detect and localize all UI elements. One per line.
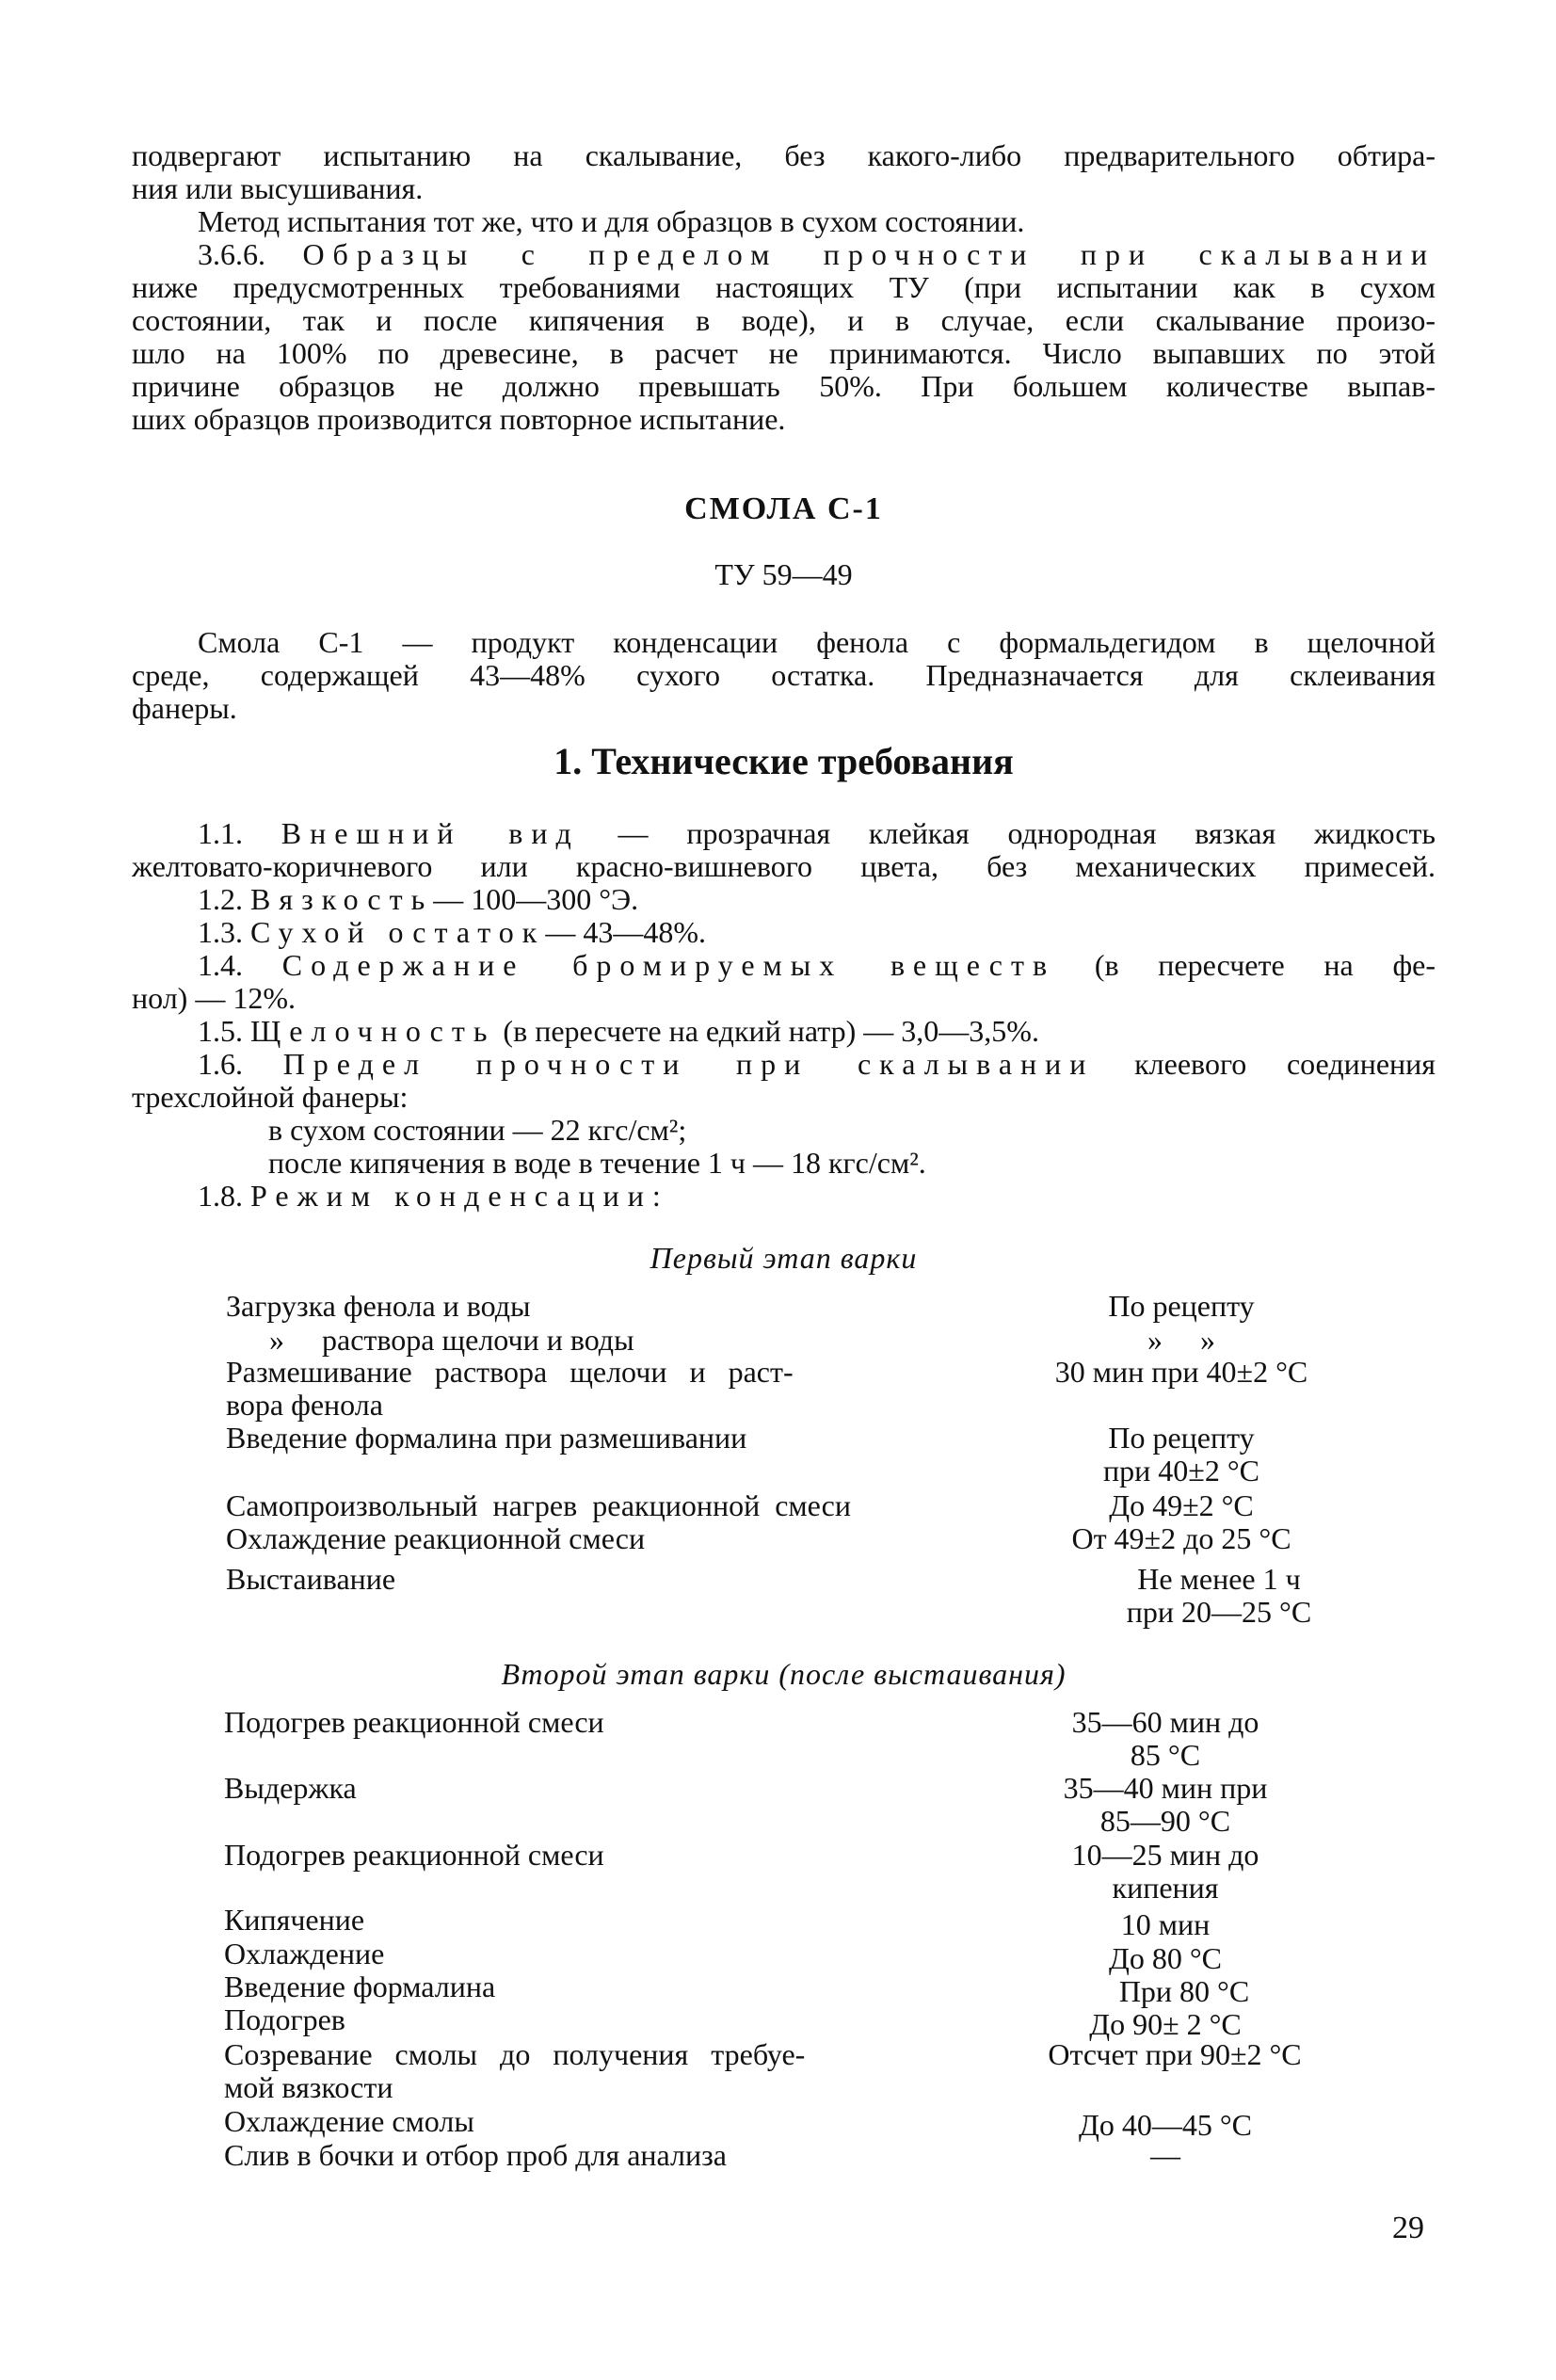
stage2-title: Второй этап варки (после выстаивания) — [501, 1657, 1067, 1691]
requirement-subline: после кипячения в воде в течение 1 ч — 18 кгс/см². — [268, 1146, 926, 1180]
requirement-item — [132, 949, 1436, 982]
intro-paragraph: Метод испытания тот же, что и для образцов в сухом состоянии. — [198, 204, 1025, 238]
page-title: СМОЛА С-1 — [684, 491, 883, 526]
row-value-continued: 85 °С — [1130, 1738, 1201, 1772]
row-value: Отсчет при 90±2 °С — [1048, 2037, 1302, 2071]
row-value-continued: при 40±2 °С — [1103, 1454, 1259, 1488]
row-label: Созревание смолы до получения требуе- — [224, 2037, 806, 2071]
requirement-line: трехслойной фанеры: — [132, 1080, 409, 1114]
row-label: Выдержка — [224, 1771, 357, 1805]
row-value: До 90± 2 °С — [1089, 2007, 1242, 2041]
row-value: Не менее 1 ч — [1137, 1562, 1301, 1596]
description-line: фанеры. — [132, 691, 237, 725]
row-value: 30 мин при 40±2 °С — [1054, 1355, 1308, 1389]
spaced-term: Вязкость — [250, 882, 434, 916]
spaced-term: Образцы с пределом прочности при скалывании — [302, 237, 1436, 271]
description-line: Смола С-1 — продукт конденсации фенола с формальдегидом в щелочной — [198, 625, 1436, 659]
row-label-continued: вора фенола — [226, 1388, 383, 1422]
row-value: 35—40 мин при — [1063, 1771, 1268, 1805]
intro-line: ших образцов производится повторное испытание. — [132, 402, 786, 436]
row-label: Размешивание раствора щелочи и раст- — [226, 1355, 794, 1389]
requirement-text: (в пересчете на едкий натр) — 3,0—3,5%. — [503, 1014, 1039, 1048]
requirement-item — [132, 916, 1436, 949]
title-block — [132, 491, 1436, 527]
row-value: До 40—45 °С — [1079, 2108, 1252, 2142]
clause-number: 1.1. — [198, 816, 243, 850]
row-value: 10 мин — [1120, 1907, 1211, 1941]
row-value-continued: при 20—25 °С — [1126, 1595, 1312, 1629]
row-value: До 80 °С — [1109, 1941, 1222, 1975]
spaced-term: Предел прочности при скалывании — [282, 1047, 1095, 1081]
requirement-text: — прозрачная клейкая однородная вязкая жидкость — [618, 816, 1436, 850]
requirement-subline: в сухом состоянии — 22 кгс/см²; — [268, 1113, 687, 1147]
section-title: 1. Технические требования — [553, 740, 1014, 782]
requirement-text: — 100—300 °Э. — [433, 882, 639, 916]
intro-line: ниже предусмотренных требованиями настоящих ТУ (при испытании как в сухом — [132, 270, 1436, 304]
clause-number: 3.6.6. — [198, 237, 265, 271]
stage2-title-block — [132, 1657, 1436, 1692]
intro-line: причине образцов не должно превышать 50%. При большем количестве выпав- — [132, 369, 1436, 403]
row-value: До 49±2 °С — [1109, 1488, 1254, 1522]
row-value: По рецепту — [1108, 1421, 1255, 1455]
requirement-item — [132, 1015, 1436, 1048]
row-label: Введение формалина при размешивании — [226, 1421, 747, 1455]
requirement-item — [132, 1048, 1436, 1081]
intro-line: подвергают испытанию на скалывание, без какого-либо предварительного обтира- — [132, 138, 1436, 172]
spaced-term: Содержание бромируемых веществ — [281, 948, 1056, 982]
row-label: Подогрев — [224, 2002, 345, 2036]
section-heading-block — [132, 739, 1436, 783]
requirements-list — [132, 817, 1436, 1213]
requirement-text: клеевого соединения — [1134, 1047, 1436, 1081]
row-label: Слив в бочки и отбор проб для анализа — [224, 2138, 727, 2172]
row-value: От 49±2 до 25 °С — [1071, 1521, 1291, 1555]
clause-number: 1.2. — [198, 882, 243, 916]
row-value: — — [1150, 2138, 1180, 2172]
row-label: » раствора щелочи и воды — [269, 1323, 634, 1357]
row-label: Охлаждение смолы — [224, 2104, 474, 2138]
page-number: 29 — [1392, 2211, 1424, 2245]
row-label: Кипячение — [224, 1903, 365, 1937]
spec-code: ТУ 59—49 — [714, 557, 853, 591]
requirement-text: (в пересчете на фе- — [1094, 948, 1436, 982]
row-value-continued: 85—90 °С — [1099, 1804, 1231, 1838]
clause-number: 1.5. — [198, 1014, 243, 1048]
spaced-term: Внешний вид — [281, 816, 580, 850]
description-line: среде, содержащей 43—48% сухого остатка. Предназначается для склеивания — [132, 658, 1436, 692]
intro-block — [132, 139, 1436, 436]
row-value: По рецепту — [1108, 1289, 1255, 1323]
requirement-text: — 43—48%. — [545, 915, 706, 949]
intro-line: шло на 100% по древесине, в расчет не принимаются. Число выпавших по этой — [132, 336, 1436, 370]
description-block — [132, 626, 1436, 725]
clause-number: 1.8. — [198, 1179, 243, 1213]
row-label: Охлаждение — [224, 1937, 385, 1970]
row-label: Загрузка фенола и воды — [226, 1289, 531, 1323]
row-label-continued: мой вязкости — [224, 2070, 393, 2104]
requirement-line: желтовато-коричневого или красно-вишневого цвета, без механических примесей. — [132, 849, 1436, 883]
row-label: Охлаждение реакционной смеси — [226, 1521, 646, 1555]
row-label: Самопроизвольный нагрев реакционной смеси — [226, 1488, 851, 1522]
stage1-title: Первый этап варки — [650, 1241, 918, 1275]
row-label: Подогрев реакционной смеси — [224, 1705, 604, 1739]
row-value: При 80 °С — [1118, 1974, 1250, 2008]
clause-number: 1.3. — [198, 915, 243, 949]
row-label: Подогрев реакционной смеси — [224, 1838, 604, 1872]
row-label: Введение формалина — [224, 1970, 496, 2003]
row-value: 10—25 мин до — [1071, 1838, 1259, 1872]
row-value-continued: кипения — [1112, 1871, 1219, 1905]
intro-line: ния или высушивания. — [132, 171, 424, 205]
spaced-term: Режим конденсации: — [250, 1179, 669, 1213]
requirement-item — [132, 817, 1436, 850]
stage1-title-block — [132, 1241, 1436, 1276]
code-block — [132, 557, 1436, 592]
row-value: » » — [1147, 1323, 1215, 1357]
spaced-term: Сухой остаток — [250, 915, 546, 949]
requirement-item — [132, 883, 1436, 916]
spaced-term: Щелочность — [250, 1014, 496, 1048]
clause-number: 1.6. — [198, 1047, 243, 1081]
requirement-line: нол) — 12%. — [132, 981, 296, 1015]
intro-line: состоянии, так и после кипячения в воде), и в случае, если скалывание произо- — [132, 303, 1436, 337]
row-label: Выстаивание — [226, 1562, 396, 1596]
intro-paragraph — [132, 238, 1436, 271]
row-value: 35—60 мин до — [1071, 1705, 1259, 1739]
requirement-item — [132, 1180, 1436, 1213]
clause-number: 1.4. — [198, 948, 243, 982]
